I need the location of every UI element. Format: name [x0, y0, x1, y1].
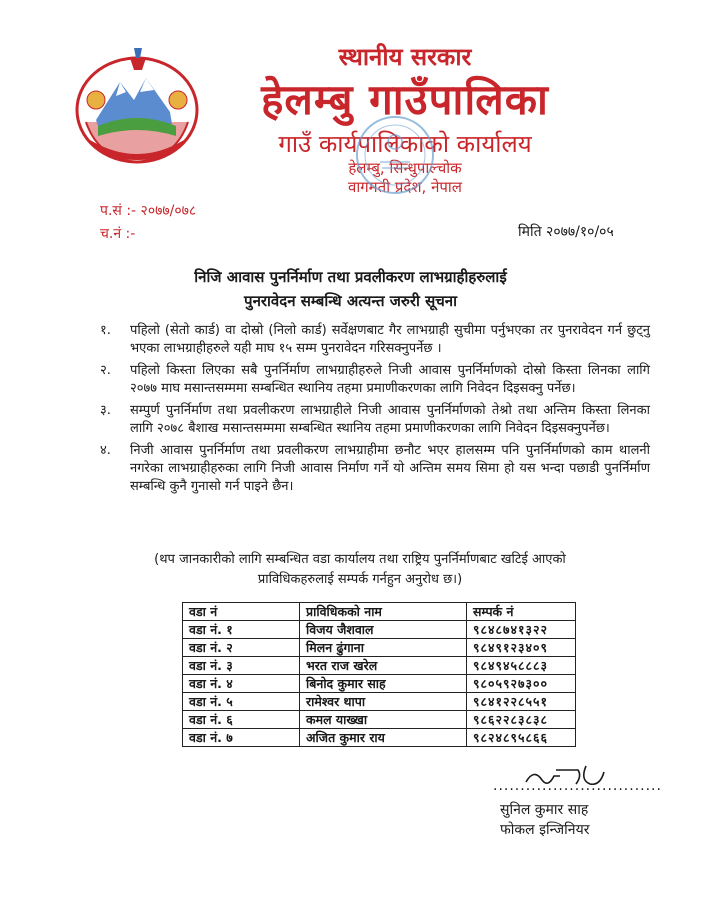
reference-number: प.सं :- २०७७/०७८ — [100, 203, 197, 219]
list-item — [94, 362, 650, 398]
phone-cell: ९८०५९२७३०० — [467, 675, 576, 693]
ward-cell: वडा नं. ६ — [183, 711, 300, 729]
ward-cell: वडा नं. ३ — [183, 657, 300, 675]
table-row — [183, 657, 576, 675]
table-row — [183, 621, 576, 639]
signatory-designation: फोकल इन्जिनियर — [500, 822, 590, 838]
ward-cell: वडा नं. १ — [183, 621, 300, 639]
letterhead-office: गाउँ कार्यपालिकाको कार्यालय — [278, 130, 532, 158]
letterhead-municipality: हेलम्बु गाउँपालिका — [261, 75, 549, 124]
letterhead-government: स्थानीय सरकार — [338, 43, 472, 71]
column-header-contact: सम्पर्क नं — [467, 603, 576, 621]
name-cell: विजय जैशवाल — [300, 621, 467, 639]
dispatch-number: च.नं :- — [100, 226, 136, 242]
notice-title-line1: निजि आवास पुनर्निर्माण तथा प्रवलीकरण लाभग्राहीहरुलाई — [194, 268, 507, 286]
ward-cell: वडा नं. ४ — [183, 675, 300, 693]
table-row — [183, 675, 576, 693]
phone-cell: ९८४१२२८५५१ — [467, 693, 576, 711]
list-item — [94, 322, 650, 358]
contact-note-line2: प्राविधिकहरुलाई सम्पर्क गर्नहुन अनुरोध छ।) — [257, 572, 463, 587]
point-text: निजी आवास पुनर्निर्माण तथा प्रवलीकरण लाभग्राहीमा छनौट भएर हालसम्म पनि पुनर्निर्माणको काम थालनी नगरेका लाभग्राहीहरुका लागि निजी आवास निर्माण गर्ने यो अन्तिम समय सिमा हो यस भन्दा पछाडी पुनर्निर्माण सम्बन्धि कुनै गुनासो गर्न पाइने छैन। — [130, 443, 650, 494]
office-stamp-icon — [352, 112, 438, 198]
point-text: पहिलो (सेतो कार्ड) वा दोस्रो (निलो कार्ड) सर्वेक्षणबाट गैर लाभग्राही सुचीमा पर्नुभएका तर पुनरावेदन गर्न छुट्नु भएका लाभग्राहीहरुले यही माघ १५ सम्म पुनरावेदन गरिसक्नुपर्नेछ । — [130, 323, 650, 356]
name-cell: रामेश्वर थापा — [300, 693, 467, 711]
point-number: १. — [100, 323, 111, 338]
letterhead-place: हेलम्बु, सिन्धुपाल्चोक — [348, 159, 462, 177]
point-number: २. — [100, 363, 111, 378]
table-row — [183, 711, 576, 729]
signature-line: ............................... — [493, 778, 662, 794]
contact-note-line1: (थप जानकारीको लागि सम्बन्धित वडा कार्यालय तथा राष्ट्रिय पुनर्निर्माणबाट खटिई आएको — [154, 552, 566, 567]
name-cell: भरत राज खरेल — [300, 657, 467, 675]
phone-cell: ९८६२२८३८३८ — [467, 711, 576, 729]
name-cell: कमल याख्खा — [300, 711, 467, 729]
table-header-row — [183, 603, 576, 621]
letterhead-province: वागमती प्रदेश, नेपाल — [348, 178, 462, 196]
point-text: पहिलो किस्ता लिएका सबै पुनर्निर्माण लाभग्राहीहरुले निजी आवास पुनर्निर्माणको दोस्रो किस्ता लिनका लागि २०७७ माघ मसान्तसम्ममा सम्बन्धित स्थानिय तहमा प्रमाणीकरणका लागि निवेदन दिइसक्नु पर्नेछ। — [130, 363, 650, 396]
table-row — [183, 693, 576, 711]
name-cell: बिनोद कुमार साह — [300, 675, 467, 693]
phone-cell: ९८२४८९५८६६ — [467, 729, 576, 747]
phone-cell: ९८४९४५८८८३ — [467, 657, 576, 675]
technician-contact-table — [182, 602, 576, 747]
ward-cell: वडा नं. ५ — [183, 693, 300, 711]
contact-note — [130, 550, 590, 590]
column-header-name: प्राविधिकको नाम — [300, 603, 467, 621]
signatory-name: सुनिल कुमार साह — [500, 802, 589, 818]
ward-cell: वडा नं. २ — [183, 639, 300, 657]
table-row — [183, 639, 576, 657]
nepal-emblem-icon — [68, 40, 206, 172]
list-item — [94, 442, 650, 496]
ward-cell: वडा नं. ७ — [183, 729, 300, 747]
name-cell: मिलन ढुंगाना — [300, 639, 467, 657]
table-row — [183, 729, 576, 747]
point-text: सम्पुर्ण पुनर्निर्माण तथा प्रवलीकरण लाभग्राहीले निजी आवास पुनर्निर्माणको तेश्रो तथा अन्तिम किस्ता लिनका लागि २०७८ बैशाख मसान्तसम्ममा सम्बन्धित स्थानिय तहमा प्रमाणीकरणका लागि निवेदन दिइसक्नुपर्नेछ। — [130, 403, 650, 436]
list-item — [94, 402, 650, 438]
notice-points — [94, 322, 650, 500]
phone-cell: ९८४९१२३४०९ — [467, 639, 576, 657]
column-header-ward: वडा नं — [183, 603, 300, 621]
point-number: ४. — [100, 443, 111, 458]
name-cell: अजित कुमार राय — [300, 729, 467, 747]
point-number: ३. — [100, 403, 111, 418]
phone-cell: ९८४८७४१३२२ — [467, 621, 576, 639]
date: मिति २०७७/१०/०५ — [518, 224, 614, 240]
notice-title-line2: पुनरावेदन सम्बन्धि अत्यन्त जरुरी सूचना — [244, 292, 457, 310]
